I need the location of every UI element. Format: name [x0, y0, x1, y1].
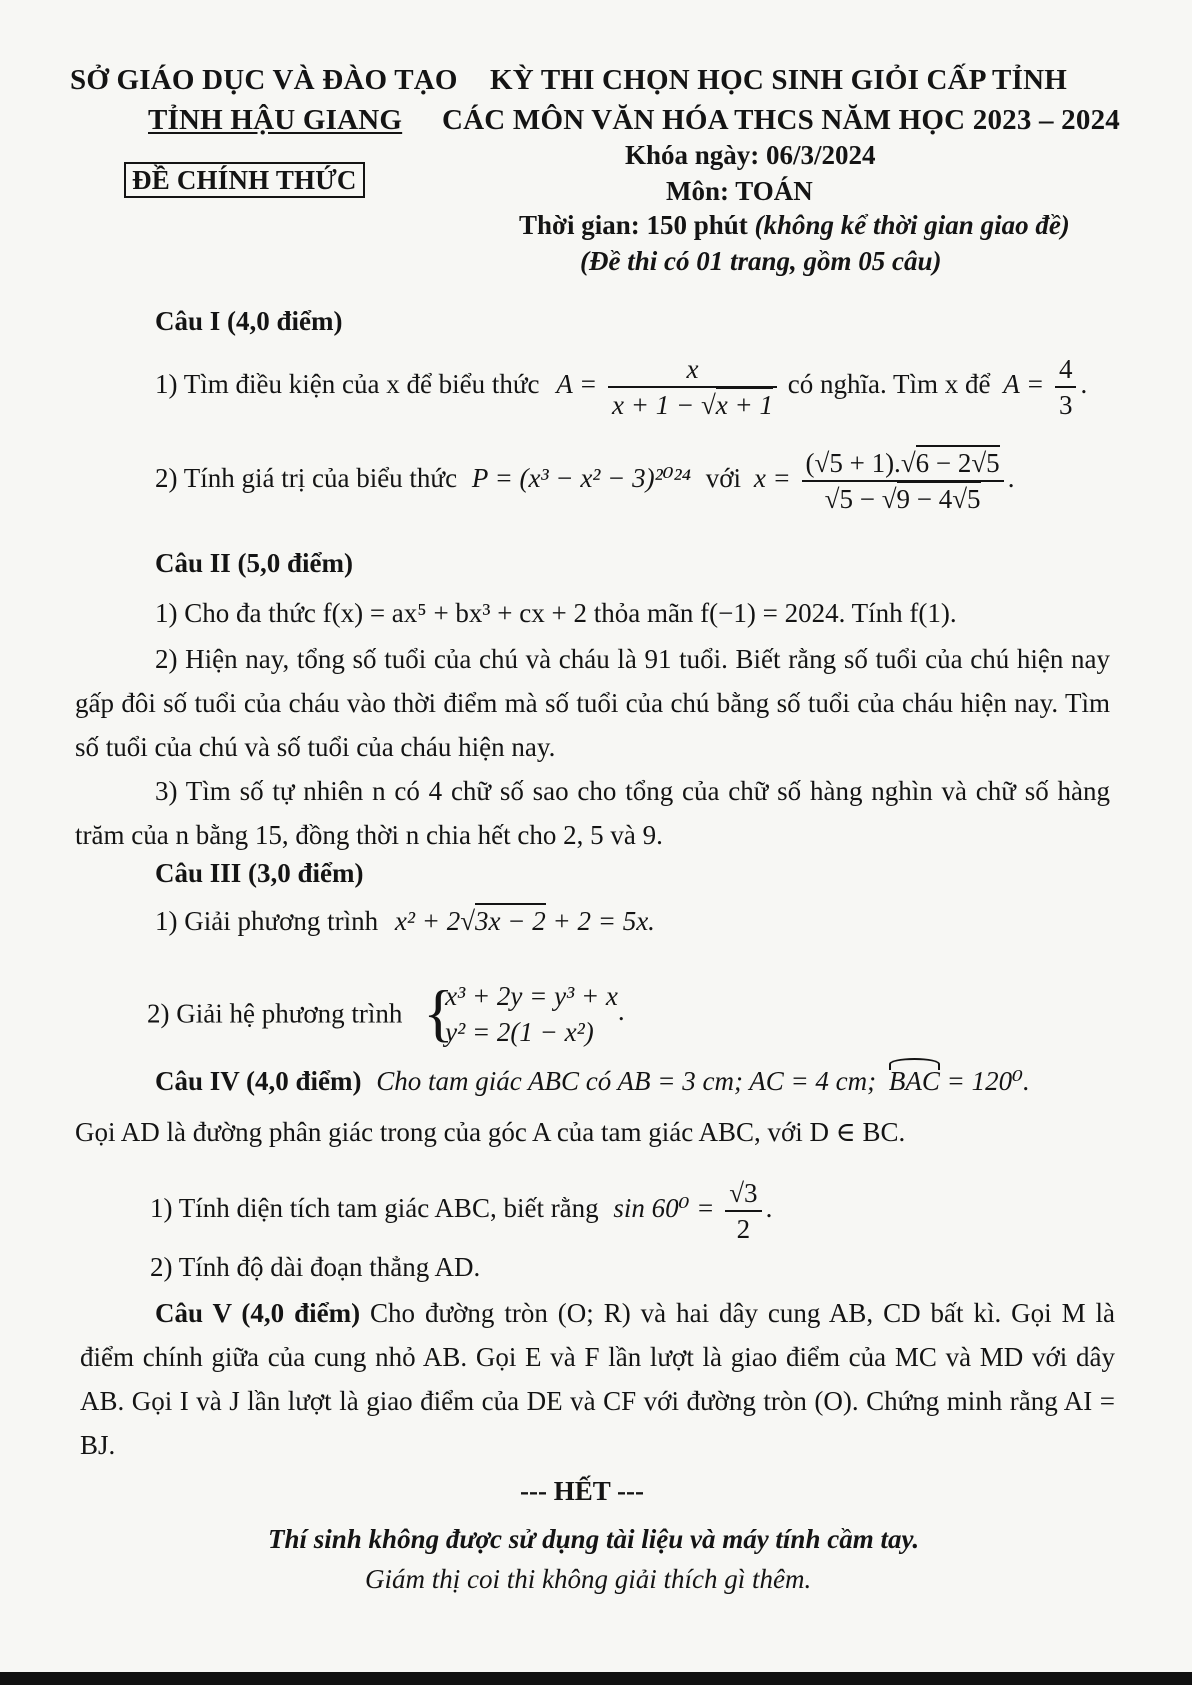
question-1-title: Câu I (4,0 điểm): [155, 306, 343, 336]
footer-note-2: Giám thị coi thi không giải thích gì thêm.: [365, 1564, 812, 1594]
question-4-part-2: 2) Tính độ dài đoạn thẳng AD.: [150, 1252, 481, 1282]
question-2-title: Câu II (5,0 điểm): [155, 548, 354, 578]
question-4-part-1: 1) Tính diện tích tam giác ABC, biết rằng sin 60⁰ = $\frac{√3}{2}$ .: [150, 1178, 773, 1244]
question-4-line-2: Gọi AD là đường phân giác trong của góc A của tam giác ABC, với D ∈ BC.: [75, 1117, 906, 1147]
question-5: Câu V (4,0 điểm) Cho đường tròn (O; R) và hai dây cung AB, CD bất kì. Gọi M là điểm chính giữa của cung nhỏ AB. Gọi E và F lần lượt là giao điểm của MC và MD với dây AB. Gọi I và J lần lượt là giao điểm của DE và CF với đường tròn (O). Chứng minh rằng AI = BJ.: [80, 1298, 1116, 1460]
end-marker: --- HẾT ---: [520, 1476, 644, 1506]
fraction-sqrt3-over-2: $\frac{√3}{2}$: [725, 1178, 761, 1244]
fraction-a: $\frac{x}{x + 1 - √x + 1}$: [608, 354, 777, 420]
question-3-part-2: 2) Giải hệ phương trình { x³ + 2y = y³ + x y² = 2(1 − x²) .: [147, 977, 625, 1048]
question-2-part-1: 1) Cho đa thức f(x) = ax⁵ + bx³ + cx + 2 thỏa mãn f(−1) = 2024. Tính f(1).: [155, 598, 957, 628]
fraction-x: $\frac{(√5 + 1).√6 - 2√5}{√5 - √9 - 4√5}$: [802, 448, 1004, 514]
question-1-part-2: 2) Tính giá trị của biểu thức P = (x³ − x² − 3)²⁰²⁴ với x = $\frac{(√5 + 1).√6 - 2√5}{√5 - √9 - 4√5}$ .: [155, 448, 1014, 514]
time-note: (không kể thời gian giao đề): [754, 210, 1070, 240]
exam-date: Khóa ngày: 06/3/2024: [625, 140, 876, 170]
exam-subject: Môn: TOÁN: [666, 176, 813, 206]
question-4-intro: Câu IV (4,0 điểm) Cho tam giác ABC có AB = 3 cm; AC = 4 cm; BAC = 120⁰.: [155, 1066, 1030, 1096]
department-name: SỞ GIÁO DỤC VÀ ĐÀO TẠO: [70, 64, 458, 96]
question-3-title: Câu III (3,0 điểm): [155, 858, 364, 888]
official-badge: ĐỀ CHÍNH THỨC: [124, 162, 365, 198]
equation-system: { x³ + 2y = y³ + x y² = 2(1 − x²): [423, 977, 618, 1048]
page-note: (Đề thi có 01 trang, gồm 05 câu): [580, 246, 942, 276]
province-name: TỈNH HẬU GIANG: [148, 104, 403, 136]
question-1-part-1: 1) Tìm điều kiện của x để biểu thức A = $\frac{x}{x + 1 - √x + 1}$ có nghĩa. Tìm x để A = $\frac{4}{3}$ .: [155, 354, 1088, 420]
fraction-four-thirds: $\frac{4}{3}$: [1055, 354, 1077, 420]
angle-bac: BAC: [888, 1066, 940, 1096]
scan-edge: [0, 1672, 1192, 1685]
time-label: Thời gian: 150 phút: [519, 210, 748, 240]
question-2-part-3: 3) Tìm số tự nhiên n có 4 chữ số sao cho tổng của chữ số hàng nghìn và chữ số hàng trăm của n bằng 15, đồng thời n chia hết cho 2, 5 và 9.: [75, 776, 1110, 850]
brace-icon: {: [423, 977, 454, 1048]
exam-subtitle: CÁC MÔN VĂN HÓA THCS NĂM HỌC 2023 – 2024: [442, 104, 1120, 136]
question-3-part-1: 1) Giải phương trình x² + 2√3x − 2 + 2 = 5x.: [155, 906, 655, 937]
question-2-part-2: 2) Hiện nay, tổng số tuổi của chú và cháu là 91 tuổi. Biết rằng số tuổi của chú hiện nay gấp đôi số tuổi của cháu vào thời điểm mà số tuổi của chú bằng số tuổi của cháu hiện nay. Tìm số tuổi của chú và số tuổi của cháu hiện nay.: [75, 644, 1110, 762]
exam-time: [519, 210, 1070, 241]
exam-title: KỲ THI CHỌN HỌC SINH GIỎI CẤP TỈNH: [490, 64, 1067, 96]
footer-note-1: Thí sinh không được sử dụng tài liệu và máy tính cầm tay.: [268, 1524, 920, 1554]
